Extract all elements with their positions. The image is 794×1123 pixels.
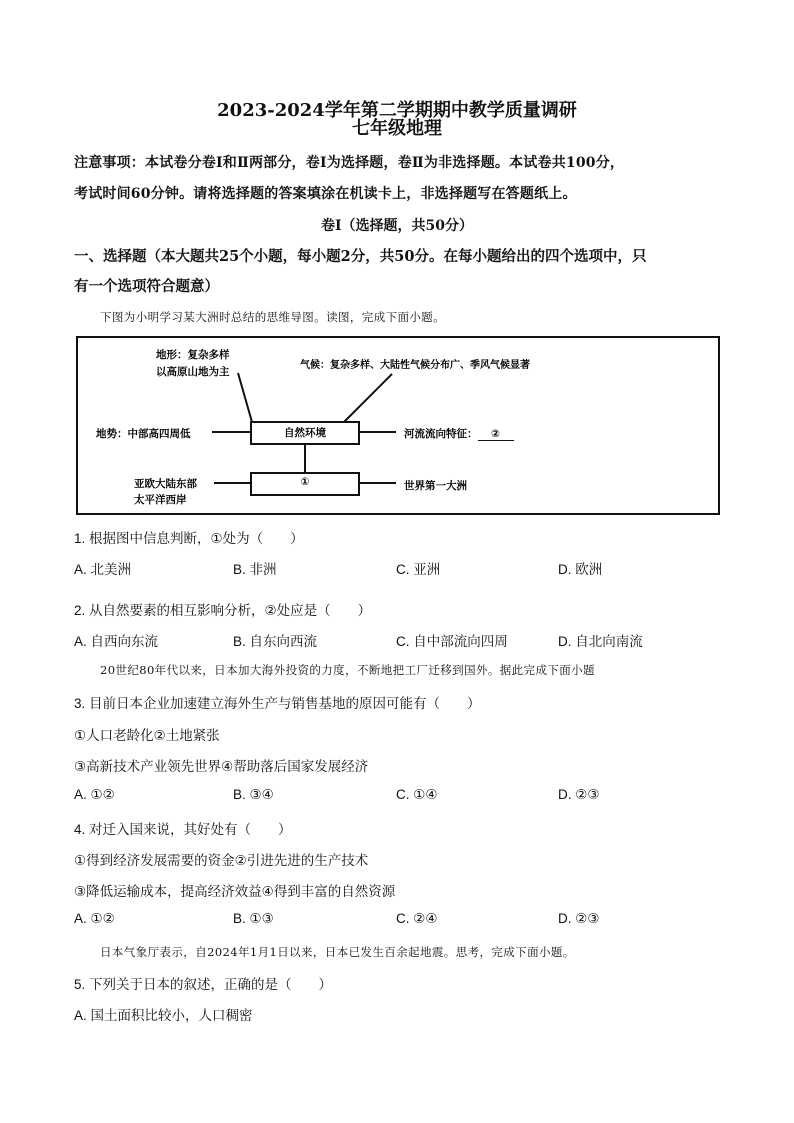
intro-mindmap: 下图为小明学习某大洲时总结的思维导图。读图，完成下面小题。 <box>100 310 446 324</box>
connector-climate <box>344 374 392 422</box>
question-3: 3. 目前日本企业加速建立海外生产与销售基地的原因可能有（ ） <box>74 696 481 711</box>
q4-statement-1: ①得到经济发展需要的资金②引进先进的生产技术 <box>74 853 369 868</box>
q2-option-b[interactable]: B. 自东向西流 <box>233 634 318 649</box>
mindmap-center-label: 自然环境 <box>284 427 326 439</box>
q4-option-a[interactable]: A. ①② <box>74 911 115 926</box>
mindmap-location-1: 亚欧大陆东部 <box>134 478 197 490</box>
mindmap-river-label: 河流流向特征： <box>404 428 478 440</box>
exam-subtitle: 七年级地理 <box>352 118 442 139</box>
notice-line-1: 注意事项：本试卷分卷Ⅰ和Ⅱ两部分，卷Ⅰ为选择题，卷Ⅱ为非选择题。本试卷共100分， <box>74 155 625 171</box>
q5-option-a[interactable]: A. 国土面积比较小，人口稠密 <box>74 1008 253 1023</box>
mindmap-largest: 世界第一大洲 <box>404 480 467 492</box>
section-instruction-1: 一、选择题（本大题共25个小题，每小题2分，共50分。在每小题给出的四个选项中，只 <box>74 248 647 265</box>
q2-option-a[interactable]: A. 自西向东流 <box>74 634 159 649</box>
q4-option-c[interactable]: C. ②④ <box>396 911 438 926</box>
question-1: 1. 根据图中信息判断，①处为（ ） <box>74 531 304 546</box>
q3-statement-2: ③高新技术产业领先世界④帮助落后国家发展经济 <box>74 759 369 774</box>
q4-option-d[interactable]: D. ②③ <box>558 911 600 926</box>
q1-option-c[interactable]: C. 亚洲 <box>396 562 441 577</box>
q4-statement-2: ③降低运输成本，提高经济效益④得到丰富的自然资源 <box>74 884 396 899</box>
q1-option-b[interactable]: B. 非洲 <box>233 562 277 577</box>
q3-option-c[interactable]: C. ①④ <box>396 787 438 802</box>
mindmap-terrain-2: 以高原山地为主 <box>156 366 230 378</box>
mindmap-bottom-label: ① <box>300 476 310 488</box>
connector-terrain <box>238 373 252 422</box>
q3-option-d[interactable]: D. ②③ <box>558 787 600 802</box>
q1-option-a[interactable]: A. 北美洲 <box>74 562 132 577</box>
mindmap-relief: 地势：中部高四周低 <box>96 428 191 440</box>
q1-option-d[interactable]: D. 欧洲 <box>558 562 603 577</box>
section-instruction-2: 有一个选项符合题意） <box>74 278 219 295</box>
section-title: 卷Ⅰ（选择题，共50分） <box>320 218 474 234</box>
mindmap-location-2: 太平洋西岸 <box>134 494 187 506</box>
q2-option-c[interactable]: C. 自中部流向四周 <box>396 634 508 649</box>
q4-option-b[interactable]: B. ①③ <box>233 911 274 926</box>
q2-option-d[interactable]: D. 自北向南流 <box>558 634 643 649</box>
intro-japan-earthquake: 日本气象厅表示，自2024年1月1日以来，日本已发生百余起地震。思考，完成下面小题。 <box>100 945 575 959</box>
question-5: 5. 下列关于日本的叙述，正确的是（ ） <box>74 977 333 992</box>
q3-statement-1: ①人口老龄化②土地紧张 <box>74 728 220 743</box>
q3-option-b[interactable]: B. ③④ <box>233 787 274 802</box>
question-4: 4. 对迁入国来说，其好处有（ ） <box>74 822 292 837</box>
question-2: 2. 从自然要素的相互影响分析，②处应是（ ） <box>74 603 372 618</box>
mindmap-climate: 气候：复杂多样、大陆性气候分布广、季风气候显著 <box>300 360 530 371</box>
q3-option-a[interactable]: A. ①② <box>74 787 115 802</box>
exam-title: 2023-2024学年第二学期期中教学质量调研 <box>217 100 577 121</box>
mindmap-terrain-1: 地形：复杂多样 <box>156 349 230 361</box>
notice-line-2: 考试时间60分钟。请将选择题的答案填涂在机读卡上，非选择题写在答题纸上。 <box>74 186 577 202</box>
intro-japan-investment: 20世纪80年代以来，日本加大海外投资的力度，不断地把工厂迁移到国外。据此完成下面小题 <box>100 663 595 677</box>
mindmap-river-blank: ② <box>478 428 514 441</box>
mindmap-river <box>404 426 514 441</box>
